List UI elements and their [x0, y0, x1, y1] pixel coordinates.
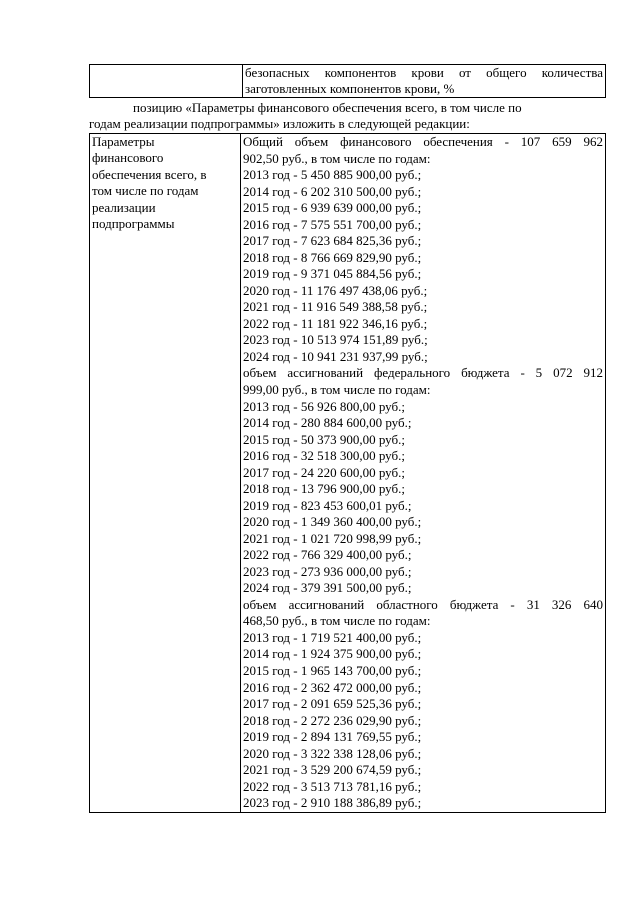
- year-amount-line: 2021 год - 11 916 549 388,58 руб.;: [243, 299, 428, 315]
- year-amount-line: 2017 год - 24 220 600,00 руб.;: [243, 464, 405, 480]
- regional-header-line-2: 468,50 руб., в том числе по годам:: [243, 613, 431, 629]
- year-amount-line: 2015 год - 1 965 143 700,00 руб.;: [243, 663, 422, 678]
- year-amount-line: 2022 год - 766 329 400,00 руб.;: [243, 547, 412, 563]
- year-amount-line: 2021 год - 3 529 200 674,59 руб.;: [243, 762, 422, 778]
- year-amount-line: 2019 год - 823 453 600,01 руб.;: [243, 497, 412, 513]
- total-header-line-2: 902,50 руб., в том числе по годам:: [243, 150, 431, 166]
- year-amount-line: 2019 год - 2 894 131 769,55 руб.;: [243, 729, 422, 745]
- year-amount-line: 2018 год - 8 766 669 829,90 руб.;: [243, 249, 422, 265]
- top-table: [89, 64, 606, 98]
- label-line: обеспечения всего, в: [92, 166, 207, 182]
- year-amount-line: 2016 год - 7 575 551 700,00 руб.;: [243, 216, 422, 232]
- total-header-line-1: Общий объем финансового обеспечения - 107 659 962: [243, 134, 603, 149]
- values-cell: [241, 134, 606, 813]
- year-amount-line: 2017 год - 2 091 659 525,36 руб.;: [243, 696, 422, 712]
- year-amount-line: 2016 год - 32 518 300,00 руб.;: [243, 448, 405, 464]
- year-amount-line: 2014 год - 1 924 375 900,00 руб.;: [243, 646, 422, 662]
- year-amount-line: 2019 год - 9 371 045 884,56 руб.;: [243, 266, 422, 282]
- indicator-cell: [243, 65, 606, 98]
- intro-line-2: годам реализации подпрограммы» изложить в следующей редакции:: [89, 116, 470, 131]
- label-line: реализации: [92, 199, 156, 215]
- federal-years-list: [243, 399, 603, 597]
- indicator-line-2: заготовленных компонентов крови, %: [245, 81, 455, 96]
- year-amount-line: 2020 год - 11 176 497 438,06 руб.;: [243, 282, 428, 298]
- year-amount-line: 2014 год - 6 202 310 500,00 руб.;: [243, 183, 422, 199]
- year-amount-line: 2022 год - 3 513 713 781,16 руб.;: [243, 778, 422, 794]
- year-amount-line: 2023 год - 273 936 000,00 руб.;: [243, 563, 412, 579]
- year-amount-line: 2024 год - 10 941 231 937,99 руб.;: [243, 348, 428, 364]
- year-amount-line: 2013 год - 56 926 800,00 руб.;: [243, 398, 405, 414]
- table-row: [90, 65, 606, 98]
- parameters-label-cell: [90, 134, 241, 813]
- regional-years-list: [243, 630, 603, 812]
- intro-paragraph: [89, 100, 606, 132]
- year-amount-line: 2016 год - 2 362 472 000,00 руб.;: [243, 679, 422, 695]
- financing-table: [89, 133, 606, 813]
- year-amount-line: 2024 год - 379 391 500,00 руб.;: [243, 580, 412, 596]
- year-amount-line: 2015 год - 50 373 900,00 руб.;: [243, 431, 405, 447]
- table-row: [90, 134, 606, 813]
- label-line: финансового: [92, 150, 164, 166]
- year-amount-line: 2023 год - 2 910 188 386,89 руб.;: [243, 795, 422, 811]
- year-amount-line: 2022 год - 11 181 922 346,16 руб.;: [243, 315, 428, 331]
- year-amount-line: 2023 год - 10 513 974 151,89 руб.;: [243, 332, 428, 348]
- year-amount-line: 2013 год - 5 450 885 900,00 руб.;: [243, 167, 422, 183]
- label-line: Параметры: [92, 134, 155, 149]
- year-amount-line: 2018 год - 13 796 900,00 руб.;: [243, 481, 405, 497]
- total-years-list: [243, 167, 603, 365]
- federal-header-line-1: объем ассигнований федерального бюджета - 5 072 912: [243, 365, 603, 381]
- intro-line-1: позицию «Параметры финансового обеспечения всего, в том числе по: [133, 100, 522, 115]
- indicator-line-1: безопасных компонентов крови от общего количества: [245, 65, 603, 80]
- empty-cell: [90, 65, 243, 98]
- regional-header-line-1: объем ассигнований областного бюджета - 31 326 640: [243, 596, 603, 612]
- year-amount-line: 2015 год - 6 939 639 000,00 руб.;: [243, 200, 422, 216]
- year-amount-line: 2014 год - 280 884 600,00 руб.;: [243, 415, 412, 431]
- label-line: подпрограммы: [92, 216, 175, 232]
- label-line: том числе по годам: [92, 183, 199, 199]
- year-amount-line: 2018 год - 2 272 236 029,90 руб.;: [243, 712, 422, 728]
- year-amount-line: 2021 год - 1 021 720 998,99 руб.;: [243, 530, 422, 546]
- year-amount-line: 2017 год - 7 623 684 825,36 руб.;: [243, 233, 422, 249]
- year-amount-line: 2020 год - 1 349 360 400,00 руб.;: [243, 514, 422, 530]
- year-amount-line: 2013 год - 1 719 521 400,00 руб.;: [243, 629, 422, 645]
- year-amount-line: 2020 год - 3 322 338 128,06 руб.;: [243, 745, 422, 761]
- federal-header-line-2: 999,00 руб., в том числе по годам:: [243, 381, 431, 397]
